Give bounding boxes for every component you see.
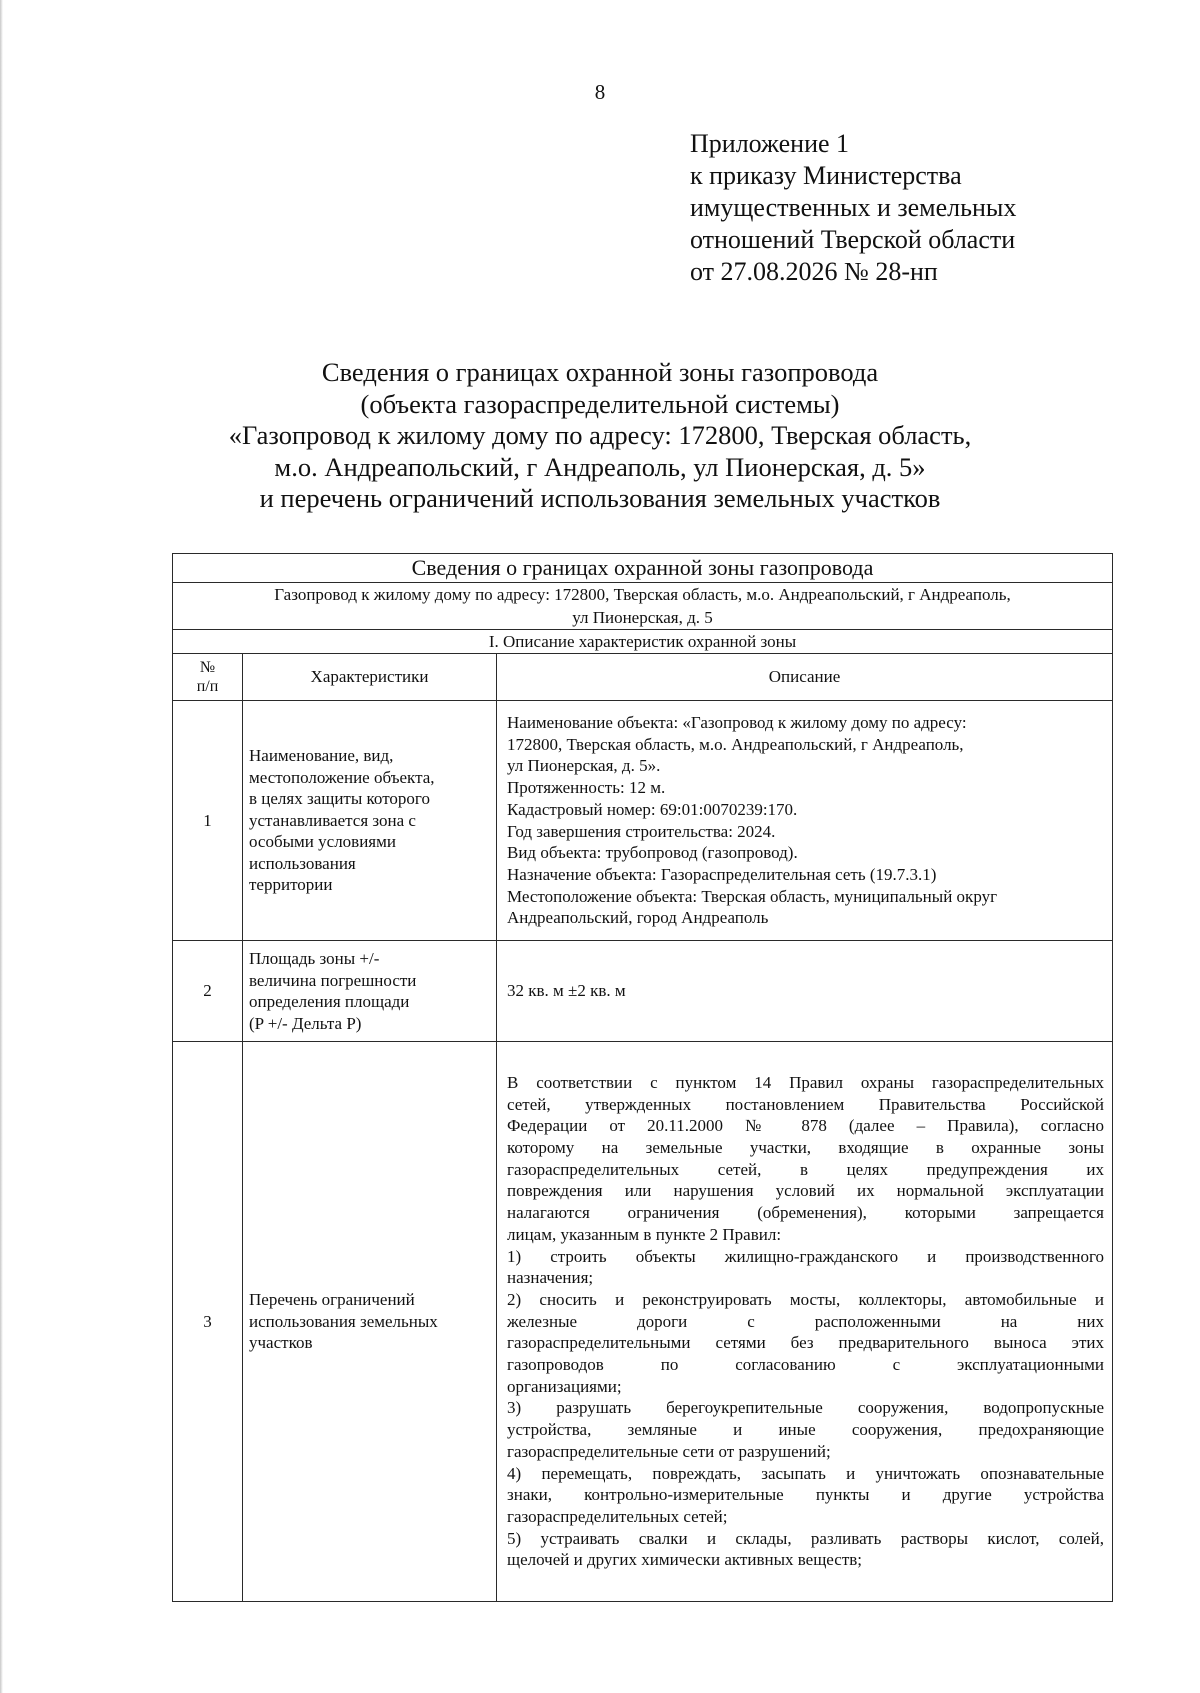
description-line: 172800, Тверская область, м.о. Андреапольский, г Андреаполь, bbox=[507, 734, 964, 754]
heading-line: Сведения о границах охранной зоны газопровода bbox=[321, 357, 879, 387]
description-line: Кадастровый номер: 69:01:0070239:170. bbox=[507, 799, 798, 819]
description-line: Протяженность: 12 м. bbox=[507, 778, 666, 798]
description-line: которому на земельные участки, входящие в охранные зоны bbox=[507, 1138, 1104, 1158]
characteristic-line: использования земельных bbox=[249, 1311, 438, 1331]
appendix-line: к приказу Министерства bbox=[690, 161, 962, 190]
characteristic-line: участков bbox=[249, 1333, 313, 1353]
row-description bbox=[497, 1042, 1113, 1602]
characteristic-line: (P +/- Дельта P) bbox=[249, 1013, 362, 1033]
heading-line: «Газопровод к жилому дому по адресу: 172800, Тверская область, bbox=[228, 420, 972, 450]
table-row bbox=[173, 1042, 1113, 1602]
description-line: Андреапольский, город Андреаполь bbox=[507, 908, 769, 928]
row-characteristic bbox=[243, 941, 497, 1042]
description-line: газораспределительных сетей; bbox=[507, 1506, 728, 1526]
description-line: ул Пионерская, д. 5». bbox=[507, 756, 661, 776]
description-line: 1) строить объекты жилищно-гражданского и производственного bbox=[507, 1246, 1104, 1266]
header-number-line: п/п bbox=[196, 678, 219, 695]
section-heading: I. Описание характеристик охранной зоны bbox=[173, 630, 1113, 654]
header-description: Описание bbox=[497, 654, 1113, 701]
description-line: устройства, земляные и иные сооружения, предохраняющие bbox=[507, 1420, 1104, 1440]
appendix-line: отношений Тверской области bbox=[690, 225, 1016, 254]
description-line: знаки, контрольно-измерительные пункты и другие устройства bbox=[507, 1485, 1104, 1505]
table-subtitle bbox=[173, 583, 1113, 630]
row-description bbox=[497, 941, 1113, 1042]
description-line: 5) устраивать свалки и склады, разливать растворы кислот, солей, bbox=[507, 1528, 1104, 1548]
header-number bbox=[173, 654, 243, 701]
description-line: налагаются ограничения (обременения), которыми запрещается bbox=[507, 1203, 1104, 1223]
row-number: 2 bbox=[173, 941, 243, 1042]
subtitle-line: Газопровод к жилому дому по адресу: 172800, Тверская область, м.о. Андреапольский, г Андреаполь, bbox=[274, 585, 1011, 604]
heading-line: м.о. Андреапольский, г Андреаполь, ул Пионерская, д. 5» bbox=[274, 451, 926, 482]
header-number-line: № bbox=[199, 659, 216, 676]
table-title-row bbox=[173, 554, 1113, 583]
row-characteristic bbox=[243, 1042, 497, 1602]
description-line: 4) перемещать, повреждать, засыпать и уничтожать опознавательные bbox=[507, 1463, 1104, 1483]
description-line: Вид объекта: трубопровод (газопровод). bbox=[507, 843, 798, 863]
appendix-line: имущественных и земельных bbox=[690, 193, 1017, 222]
description-line: газораспределительных сетей, в целях предупреждения их bbox=[507, 1159, 1104, 1179]
description-line: щелочей и других химически активных веществ; bbox=[507, 1550, 862, 1570]
table-header-row bbox=[173, 654, 1113, 701]
row-characteristic bbox=[243, 701, 497, 941]
characteristic-line: в целях защиты которого bbox=[249, 789, 430, 809]
description-line: Назначение объекта: Газораспределительная сеть (19.7.3.1) bbox=[507, 864, 937, 884]
description-line: сетей, утвержденных постановлением Правительства Российской bbox=[507, 1094, 1104, 1114]
page-number: 8 bbox=[594, 80, 606, 104]
characteristic-line: местоположение объекта, bbox=[249, 767, 435, 787]
table-row bbox=[173, 941, 1113, 1042]
subtitle-line: ул Пионерская, д. 5 bbox=[572, 608, 713, 627]
table-section-row bbox=[173, 630, 1113, 654]
appendix-line: от 27.08.2026 № 28-нп bbox=[690, 257, 938, 286]
characteristic-line: особыми условиями bbox=[249, 832, 396, 852]
description-line: лицам, указанным в пункте 2 Правил: bbox=[507, 1224, 782, 1244]
description-line: Федерации от 20.11.2000 № 878 (далее – Правила), согласно bbox=[507, 1116, 1104, 1136]
characteristic-line: использования bbox=[249, 853, 356, 873]
description-line: 32 кв. м ±2 кв. м bbox=[507, 981, 626, 1001]
table-subtitle-row bbox=[173, 583, 1113, 630]
description-line: газораспределительными сетями без предварительного выноса этих bbox=[507, 1333, 1104, 1353]
row-number: 3 bbox=[173, 1042, 243, 1602]
table-title: Сведения о границах охранной зоны газопровода bbox=[173, 554, 1113, 583]
characteristic-line: Перечень ограничений bbox=[249, 1290, 415, 1310]
heading-line: и перечень ограничений использования земельных участков bbox=[259, 483, 941, 513]
table-row bbox=[173, 701, 1113, 941]
description-line: назначения; bbox=[507, 1268, 594, 1288]
description-line: повреждения или нарушения условий их нормальной эксплуатации bbox=[507, 1181, 1104, 1201]
appendix-block bbox=[690, 128, 1016, 288]
characteristic-line: устанавливается зона с bbox=[249, 810, 416, 830]
appendix-line: Приложение 1 bbox=[690, 129, 850, 158]
heading-line: (объекта газораспределительной системы) bbox=[360, 388, 840, 419]
description-line: Год завершения строительства: 2024. bbox=[507, 821, 776, 841]
characteristic-line: Площадь зоны +/- bbox=[249, 949, 380, 968]
characteristic-line: определения площади bbox=[249, 992, 410, 1011]
description-line: газопроводов по согласованию с эксплуатационными bbox=[507, 1355, 1104, 1375]
document-heading bbox=[0, 357, 1200, 515]
characteristic-line: территории bbox=[249, 875, 333, 895]
description-line: В соответствии с пунктом 14 Правил охраны газораспределительных bbox=[507, 1072, 1104, 1092]
description-line: 2) сносить и реконструировать мосты, коллекторы, автомобильные и bbox=[507, 1289, 1104, 1309]
protection-zone-table bbox=[172, 553, 1113, 1602]
description-line: организациями; bbox=[507, 1376, 622, 1396]
page-edge bbox=[0, 0, 3, 1693]
description-line: Наименование объекта: «Газопровод к жилому дому по адресу: bbox=[507, 712, 967, 732]
characteristic-line: величина погрешности bbox=[249, 970, 417, 990]
row-description bbox=[497, 701, 1113, 941]
description-line: Местоположение объекта: Тверская область, муниципальный округ bbox=[507, 886, 998, 906]
description-line: 3) разрушать берегоукрепительные сооружения, водопропускные bbox=[507, 1398, 1104, 1418]
row-number: 1 bbox=[173, 701, 243, 941]
header-characteristic: Характеристики bbox=[243, 654, 497, 701]
characteristic-line: Наименование, вид, bbox=[249, 746, 394, 766]
description-line: железные дороги с расположенными на них bbox=[507, 1311, 1104, 1331]
description-line: газораспределительные сети от разрушений; bbox=[507, 1441, 831, 1461]
